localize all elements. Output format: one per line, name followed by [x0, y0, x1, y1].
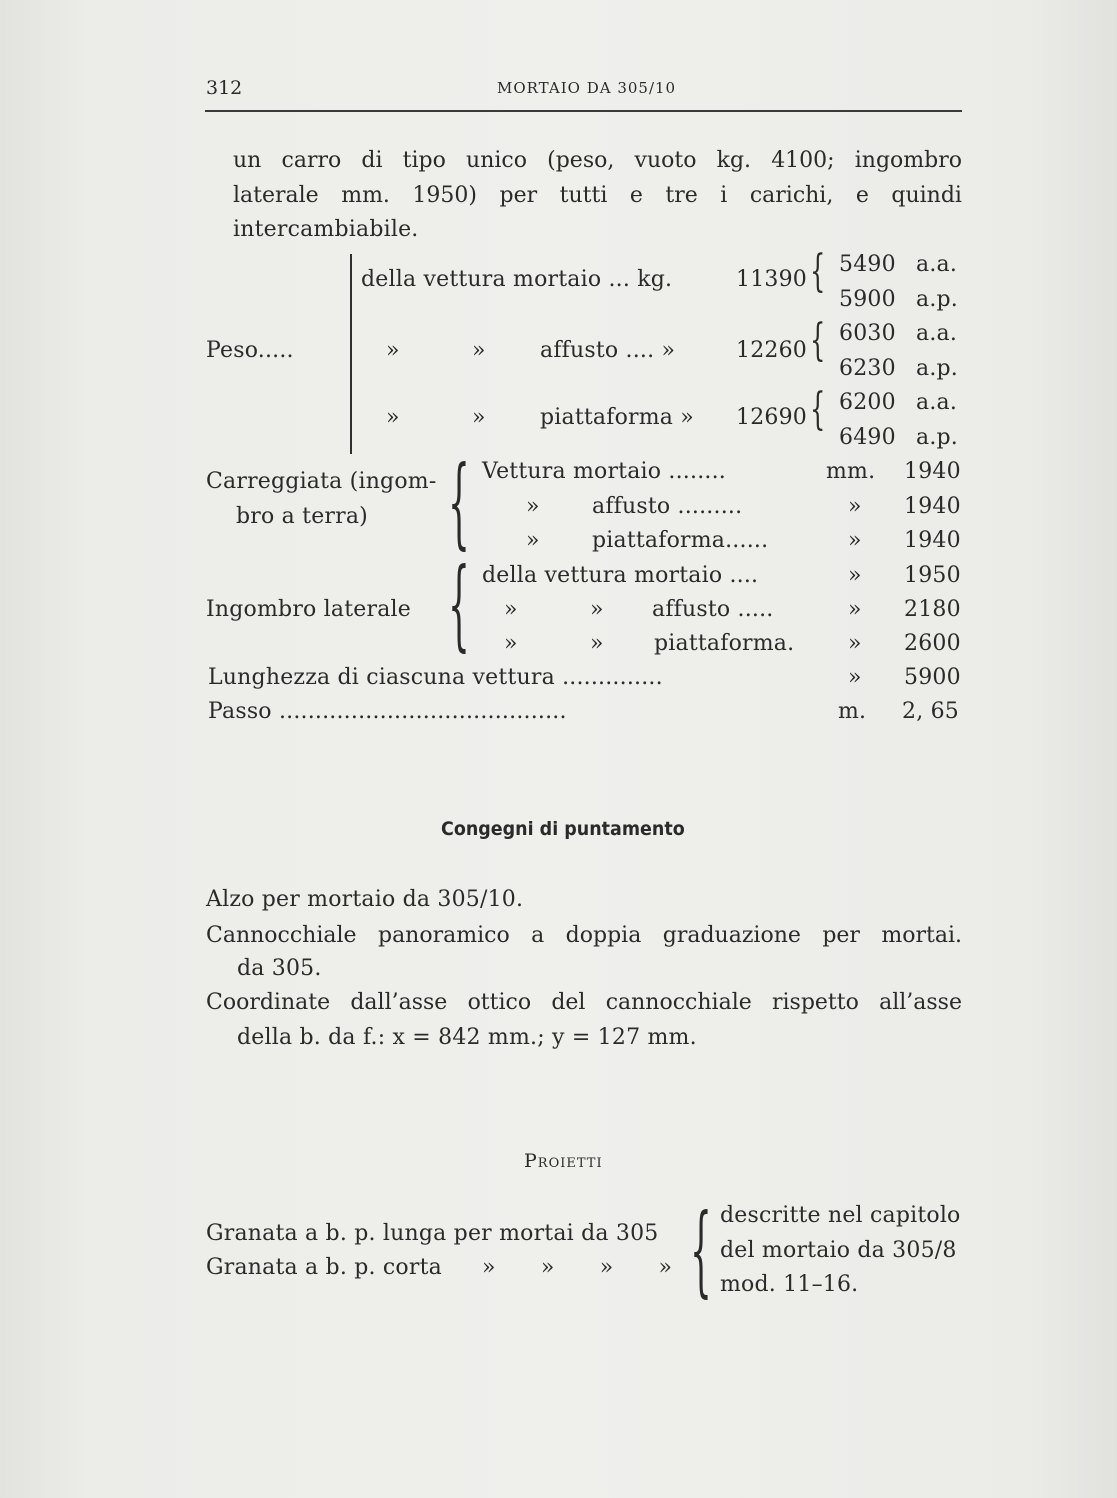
ingombro-row-1-unit: »	[848, 563, 862, 588]
ingombro-row-2-desc: affusto .....	[652, 597, 774, 622]
ingombro-row-3-unit: »	[848, 631, 862, 656]
proietti-note-2: del mortaio da 305/8	[720, 1238, 957, 1263]
ingombro-row-2-unit: »	[848, 597, 862, 622]
lunghezza-value: 5900	[904, 665, 961, 690]
peso-row-3-u1: a.a.	[916, 390, 958, 415]
peso-brace-1: {	[810, 246, 826, 297]
carreggiata-row-1-unit: mm.	[826, 459, 876, 484]
congegni-line-3: da 305.	[237, 956, 322, 981]
proietti-note-1: descritte nel capitolo	[720, 1203, 961, 1228]
ingombro-row-2-quote-1: »	[504, 597, 518, 622]
ingombro-row-2-value: 2180	[904, 597, 961, 622]
carreggiata-row-2-unit: »	[848, 494, 862, 519]
intro-line-1: un carro di tipo unico (peso, vuoto kg. 4100; ingombro	[233, 148, 962, 173]
congegni-line-4: Coordinate dall’asse ottico del cannocchiale rispetto all’asse	[206, 990, 962, 1015]
peso-row-3-total: 12690	[736, 405, 807, 430]
lunghezza-label: Lunghezza di ciascuna vettura ..............	[208, 665, 663, 690]
peso-row-1-v2: 5900	[839, 287, 896, 312]
intro-line-3: intercambiabile.	[233, 217, 419, 242]
header-rule	[205, 110, 962, 112]
carreggiata-row-3-value: 1940	[904, 528, 961, 553]
intro-line-2: laterale mm. 1950) per tutti e tre i carichi, e quindi	[233, 183, 962, 208]
lunghezza-unit: »	[848, 665, 862, 690]
ingombro-row-3-quote-2: »	[590, 631, 604, 656]
peso-row-2-v2: 6230	[839, 356, 896, 381]
ingombro-brace: {	[448, 548, 470, 662]
ingombro-label: Ingombro laterale	[206, 597, 411, 622]
peso-row-1-v1: 5490	[839, 252, 896, 277]
proietti-note-3: mod. 11–16.	[720, 1272, 859, 1297]
page-number: 312	[206, 77, 243, 99]
carreggiata-brace: {	[448, 446, 470, 560]
proietti-item-2-quotes: » » » »	[482, 1255, 673, 1280]
carreggiata-label-1: Carreggiata (ingom-	[206, 469, 437, 494]
carreggiata-label-2: bro a terra)	[236, 504, 368, 529]
peso-row-1-u2: a.p.	[916, 287, 958, 312]
carreggiata-row-1-desc: Vettura mortaio ........	[482, 459, 726, 484]
congegni-heading: Congegni di puntamento	[441, 818, 685, 840]
peso-row-1-u1: a.a.	[916, 252, 958, 277]
proietti-brace: {	[690, 1194, 712, 1308]
peso-row-3-quote-2: »	[472, 405, 486, 430]
peso-row-2-desc: affusto .... »	[540, 338, 676, 363]
carreggiata-row-2-value: 1940	[904, 494, 961, 519]
peso-brace-2: {	[810, 315, 826, 366]
passo-value: 2, 65	[902, 699, 959, 724]
peso-row-3-quote-1: »	[386, 405, 400, 430]
peso-row-1-total: 11390	[736, 267, 807, 292]
peso-row-2-quote-1: »	[386, 338, 400, 363]
peso-row-2-u1: a.a.	[916, 321, 958, 346]
peso-row-3-v1: 6200	[839, 390, 896, 415]
peso-left-brace	[350, 254, 352, 454]
carreggiata-row-3-desc: piattaforma......	[592, 528, 769, 553]
carreggiata-row-2-desc: affusto .........	[592, 494, 743, 519]
peso-label: Peso.....	[206, 338, 294, 363]
peso-row-3-v2: 6490	[839, 425, 896, 450]
peso-row-2-quote-2: »	[472, 338, 486, 363]
peso-row-3-u2: a.p.	[916, 425, 958, 450]
peso-row-3-desc: piattaforma »	[540, 405, 694, 430]
carreggiata-row-3-quote: »	[526, 528, 540, 553]
passo-unit: m.	[838, 699, 867, 724]
peso-row-1-desc: della vettura mortaio ... kg.	[361, 267, 673, 292]
congegni-line-5: della b. da f.: x = 842 mm.; y = 127 mm.	[237, 1025, 697, 1050]
ingombro-row-2-quote-2: »	[590, 597, 604, 622]
passo-label: Passo ........................................	[208, 699, 567, 724]
carreggiata-row-3-unit: »	[848, 528, 862, 553]
congegni-line-1: Alzo per mortaio da 305/10.	[206, 887, 524, 912]
ingombro-row-1-value: 1950	[904, 563, 961, 588]
ingombro-row-3-value: 2600	[904, 631, 961, 656]
carreggiata-row-1-value: 1940	[904, 459, 961, 484]
peso-row-2-total: 12260	[736, 338, 807, 363]
ingombro-row-1-desc: della vettura mortaio ....	[482, 563, 759, 588]
peso-brace-3: {	[810, 384, 826, 435]
congegni-line-2: Cannocchiale panoramico a doppia graduazione per mortai.	[206, 923, 962, 948]
peso-row-2-v1: 6030	[839, 321, 896, 346]
ingombro-row-3-desc: piattaforma.	[654, 631, 795, 656]
proietti-item-2-label: Granata a b. p. corta	[206, 1255, 442, 1280]
carreggiata-row-2-quote: »	[526, 494, 540, 519]
proietti-heading: Proietti	[524, 1150, 603, 1172]
running-title: MORTAIO DA 305/10	[497, 79, 677, 97]
ingombro-row-3-quote-1: »	[504, 631, 518, 656]
proietti-item-1: Granata a b. p. lunga per mortai da 305	[206, 1221, 659, 1246]
peso-row-2-u2: a.p.	[916, 356, 958, 381]
